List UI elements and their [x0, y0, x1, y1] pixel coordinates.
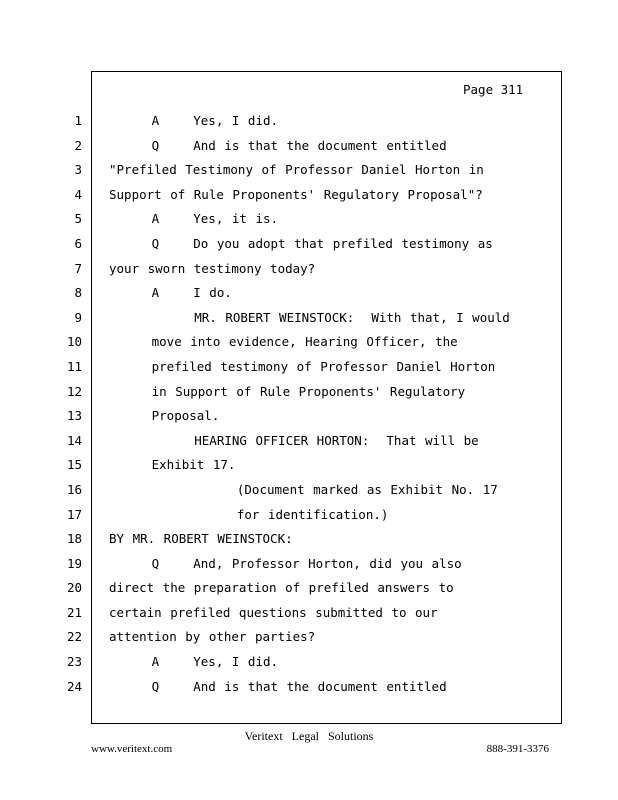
line-number: 22 — [66, 629, 82, 645]
line-number: 23 — [66, 654, 82, 670]
transcript-line: A Yes, I did. — [109, 654, 279, 670]
transcript-line: prefiled testimony of Professor Daniel Horton — [109, 358, 496, 374]
line-number: 8 — [74, 285, 82, 301]
transcript-line: Q Do you adopt that prefiled testimony as — [109, 235, 493, 251]
transcript-line: A I do. — [109, 285, 232, 301]
footer-phone: 888-391-3376 — [486, 743, 549, 755]
line-number: 19 — [66, 555, 82, 571]
footer-website: www.veritext.com — [91, 743, 173, 755]
transcript-line: for identification.) — [109, 506, 389, 522]
transcript-line: Q And is that the document entitled — [109, 678, 447, 694]
transcript-line: Q And is that the document entitled — [109, 137, 447, 153]
transcript-line: certain prefiled questions submitted to our — [109, 604, 438, 620]
transcript-line: BY MR. ROBERT WEINSTOCK: — [109, 531, 293, 547]
line-number: 9 — [74, 309, 82, 325]
transcript-line: your sworn testimony today? — [109, 260, 316, 276]
transcript-line: Q And, Professor Horton, did you also — [109, 555, 462, 571]
page-number: Page 311 — [463, 82, 524, 97]
transcript-line: direct the preparation of prefiled answers to — [109, 580, 454, 596]
transcript-line: move into evidence, Hearing Officer, the — [109, 334, 458, 350]
line-number: 20 — [66, 580, 82, 596]
line-number: 17 — [66, 506, 82, 522]
transcript-line: attention by other parties? — [109, 629, 316, 645]
transcript-line: Support of Rule Proponents' Regulatory Proposal"? — [109, 186, 483, 202]
line-number: 15 — [66, 457, 82, 473]
line-number: 7 — [74, 260, 82, 276]
line-number: 10 — [66, 334, 82, 350]
transcript-line: MR. ROBERT WEINSTOCK: With that, I would — [109, 309, 510, 325]
line-number: 5 — [74, 211, 82, 227]
line-number: 3 — [74, 162, 82, 178]
transcript-line: in Support of Rule Proponents' Regulatory — [109, 383, 466, 399]
line-number: 11 — [66, 358, 82, 374]
transcript-line: A Yes, I did. — [109, 113, 279, 128]
line-number: 16 — [66, 481, 82, 497]
line-number: 21 — [66, 604, 82, 620]
transcript-lines — [109, 113, 549, 703]
line-number: 13 — [66, 408, 82, 424]
line-number: 14 — [66, 432, 82, 448]
line-number: 4 — [74, 186, 82, 202]
line-number: 18 — [66, 531, 82, 547]
line-number: 24 — [66, 678, 82, 694]
line-number-column — [40, 113, 82, 703]
line-number: 6 — [74, 235, 82, 251]
line-number: 2 — [74, 137, 82, 153]
transcript-line: Exhibit 17. — [109, 457, 236, 473]
transcript-line: (Document marked as Exhibit No. 17 — [109, 481, 498, 497]
footer-brand: Veritext Legal Solutions — [244, 729, 374, 743]
transcript-line: HEARING OFFICER HORTON: That will be — [109, 432, 479, 448]
line-number: 12 — [66, 383, 82, 399]
transcript-line: A Yes, it is. — [109, 211, 279, 227]
line-number: 1 — [74, 113, 82, 128]
transcript-line: "Prefiled Testimony of Professor Daniel Horton in — [109, 162, 484, 178]
transcript-line: Proposal. — [109, 408, 220, 424]
